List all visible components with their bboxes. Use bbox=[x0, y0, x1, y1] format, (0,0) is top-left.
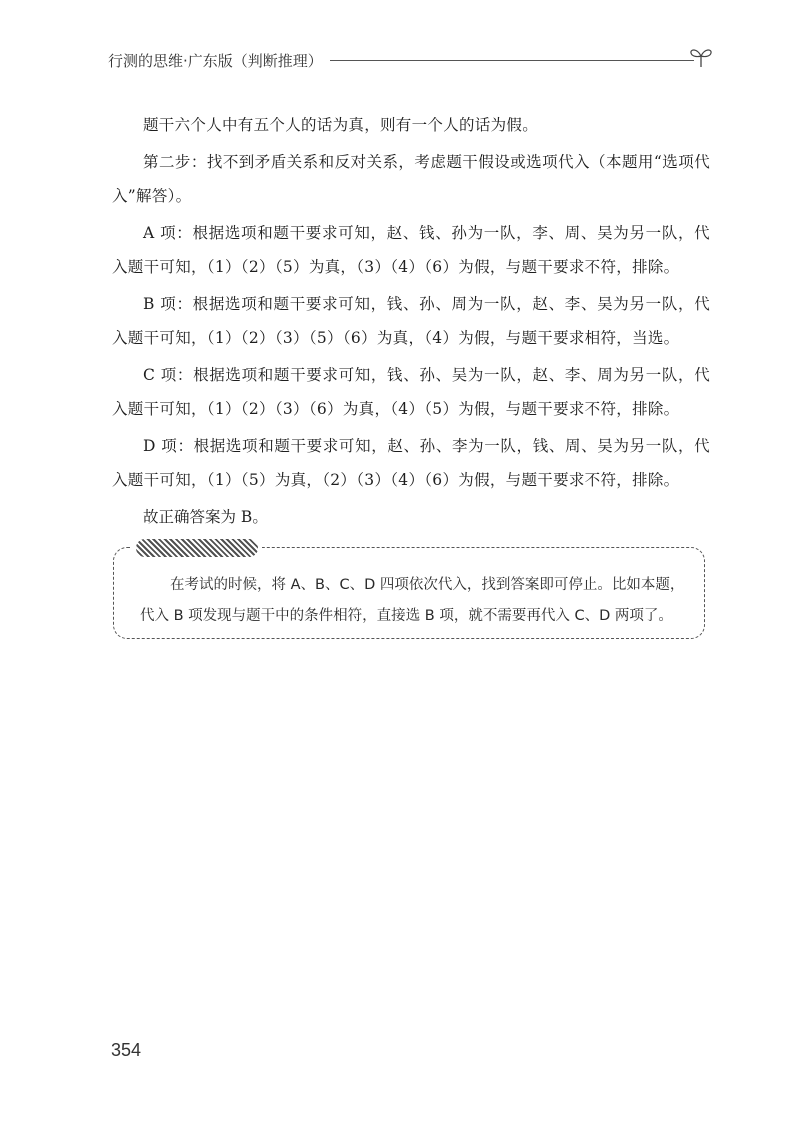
answer-line: 故正确答案为 B。 bbox=[143, 508, 268, 526]
tip-tag-pattern bbox=[136, 539, 258, 557]
tip-line: 代入 B 项发现与题干中的条件相符，直接选 B 项，就不需要再代入 C、D 两项了。 bbox=[140, 608, 673, 624]
running-header bbox=[108, 46, 708, 72]
tip-text bbox=[140, 570, 696, 632]
paragraph: 题干六个人中有五个人的话为真，则有一个人的话为假。 bbox=[143, 116, 539, 134]
tip-box bbox=[113, 547, 705, 639]
paragraph: 第二步：找不到矛盾关系和反对关系，考虑题干假设或选项代入（本题用“选项代入”解答）。 bbox=[112, 153, 710, 205]
solution-body bbox=[112, 108, 710, 550]
paragraph: C 项：根据选项和题干要求可知，钱、孙、吴为一队，赵、李、周为另一队，代入题干可知，（1）（2）（3）（6）为真，（4）（5）为假，与题干要求不符，排除。 bbox=[112, 366, 710, 418]
tip-tag-badge bbox=[132, 539, 262, 557]
paragraph: D 项：根据选项和题干要求可知，赵、孙、李为一队，钱、周、吴为另一队，代入题干可知，（1）（5）为真，（2）（3）（4）（6）为假，与题干要求不符，排除。 bbox=[112, 437, 710, 489]
header-title: 行测的思维·广东版（判断推理） bbox=[108, 52, 323, 70]
header-rule bbox=[330, 60, 694, 61]
tip-line: 在考试的时候，将 A、B、C、D 四项依次代入，找到答案即可停止。比如本题， bbox=[170, 577, 685, 593]
sprout-icon bbox=[688, 46, 714, 68]
page-number: 354 bbox=[111, 1040, 142, 1060]
paragraph: B 项：根据选项和题干要求可知，钱、孙、周为一队，赵、李、吴为另一队，代入题干可知，（1）（2）（3）（5）（6）为真，（4）为假，与题干要求相符，当选。 bbox=[112, 295, 710, 347]
paragraph: A 项：根据选项和题干要求可知，赵、钱、孙为一队，李、周、吴为另一队，代入题干可知，（1）（2）（5）为真，（3）（4）（6）为假，与题干要求不符，排除。 bbox=[112, 224, 710, 276]
